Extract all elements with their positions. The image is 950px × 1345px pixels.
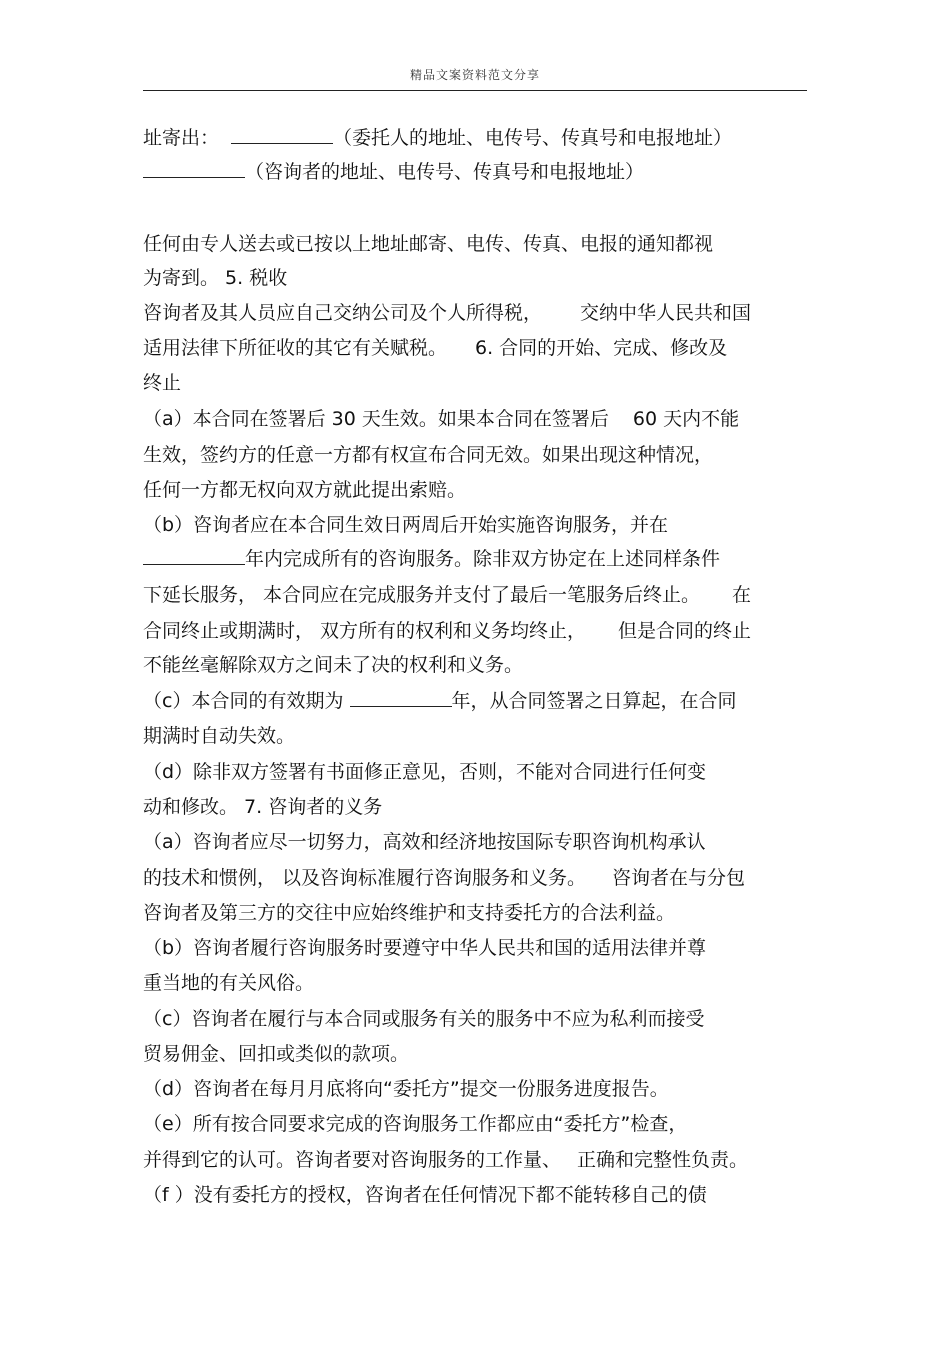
fill-blank: [143, 160, 245, 178]
text-line: [143, 866, 745, 890]
text-segment: （a）咨询者应尽一切努力，高效和经济地按国际专职咨询机构承认: [143, 831, 706, 853]
text-line: [143, 336, 727, 360]
text-segment: （b）咨询者应在本合同生效日两周后开始实施咨询服务，并在: [143, 514, 669, 536]
text-segment: 生效，签约方的任意一方都有权宣布合同无效。如果出现这种情况，: [143, 444, 714, 466]
text-line: [143, 160, 644, 184]
text-segment: 在: [732, 584, 752, 606]
text-segment: 6. 合同的开始、完成、修改及: [475, 337, 728, 359]
text-segment: 但是合同的终止: [618, 620, 752, 642]
text-line: [143, 371, 181, 395]
text-segment: 咨询者在与分包: [612, 867, 746, 889]
text-segment: （a）本合同在签署后 30 天生效。如果本合同在签署后: [143, 408, 609, 430]
fill-blank: [350, 689, 452, 707]
text-segment: 贸易佣金、回扣或类似的款项。: [143, 1043, 410, 1065]
text-line: [143, 443, 713, 467]
text-line: [143, 689, 737, 713]
text-segment: 下延长服务， 本合同应在完成服务并支付了最后一笔服务后终止。: [143, 584, 701, 606]
text-segment: 不能丝毫解除双方之间未了决的权利和义务。: [143, 654, 524, 676]
text-line: [143, 126, 732, 150]
text-line: [143, 1148, 748, 1172]
text-segment: 终止: [143, 372, 182, 394]
text-segment: （d）除非双方签署有书面修正意见，否则，不能对合同进行任何变: [143, 761, 707, 783]
text-line: [143, 936, 706, 960]
header-rule: [143, 90, 807, 91]
text-segment: 的技术和惯例， 以及咨询标准履行咨询服务和义务。: [143, 867, 587, 889]
text-segment: 交纳中华人民共和国: [580, 302, 752, 324]
text-line: [143, 513, 668, 537]
text-segment: 合同终止或期满时， 双方所有的权利和义务均终止，: [143, 620, 587, 642]
fill-blank: [143, 547, 245, 565]
text-segment: （e）所有按合同要求完成的咨询服务工作都应由“委托方”检查，: [143, 1113, 688, 1135]
text-segment: （咨询者的地址、电传号、传真号和电报地址）: [245, 161, 645, 183]
text-segment: 动和修改。 7. 咨询者的义务: [143, 796, 383, 818]
text-line: [143, 478, 466, 502]
text-segment: 为寄到。 5. 税收: [143, 267, 288, 289]
text-line: [143, 1007, 704, 1031]
page-header: 精品文案资料范文分享: [409, 68, 540, 82]
text-segment: （f ）没有委托方的授权，咨询者在任何情况下都不能转移自己的债: [143, 1184, 707, 1206]
text-segment: （委托人的地址、电传号、传真号和电报地址）: [333, 127, 733, 149]
text-line: [143, 232, 713, 256]
text-line: [143, 971, 314, 995]
text-line: [143, 795, 382, 819]
text-line: [143, 1042, 409, 1066]
text-segment: 咨询者及其人员应自己交纳公司及个人所得税，: [143, 302, 543, 324]
text-segment: （c）本合同的有效期为: [143, 690, 350, 712]
text-line: [143, 653, 523, 677]
text-line: [143, 583, 751, 607]
text-line: [143, 1077, 669, 1101]
text-line: [143, 407, 739, 431]
text-line: [143, 301, 751, 325]
text-segment: 并得到它的认可。咨询者要对咨询服务的工作量、: [143, 1149, 562, 1171]
text-segment: 重当地的有关风俗。: [143, 972, 315, 994]
text-line: [143, 547, 720, 571]
text-segment: 咨询者及第三方的交往中应始终维护和支持委托方的合法利益。: [143, 902, 676, 924]
text-line: [143, 1112, 687, 1136]
text-segment: 任何一方都无权向双方就此提出索赔。: [143, 479, 467, 501]
text-segment: 年内完成所有的咨询服务。除非双方协定在上述同样条件: [245, 548, 721, 570]
text-segment: （c）咨询者在履行与本合同或服务有关的服务中不应为私利而接受: [143, 1008, 705, 1030]
text-line: [143, 1183, 707, 1207]
fill-blank: [231, 126, 333, 144]
text-line: [143, 266, 287, 290]
text-segment: 60 天内不能: [632, 408, 740, 430]
text-segment: 适用法律下所征收的其它有关赋税。: [143, 337, 448, 359]
text-line: [143, 901, 675, 925]
text-line: [143, 619, 751, 643]
text-segment: 址寄出：: [143, 127, 220, 149]
text-segment: 年，从合同签署之日算起，在合同: [451, 690, 737, 712]
text-segment: 正确和完整性负责。: [577, 1149, 749, 1171]
text-line: [143, 830, 706, 854]
text-line: [143, 760, 706, 784]
text-segment: 期满时自动失效。: [143, 725, 296, 747]
text-line: [143, 724, 295, 748]
text-segment: 任何由专人送去或已按以上地址邮寄、电传、传真、电报的通知都视: [143, 233, 714, 255]
text-segment: （b）咨询者履行咨询服务时要遵守中华人民共和国的适用法律并尊: [143, 937, 707, 959]
text-segment: （d）咨询者在每月月底将向“委托方”提交一份服务进度报告。: [143, 1078, 669, 1100]
